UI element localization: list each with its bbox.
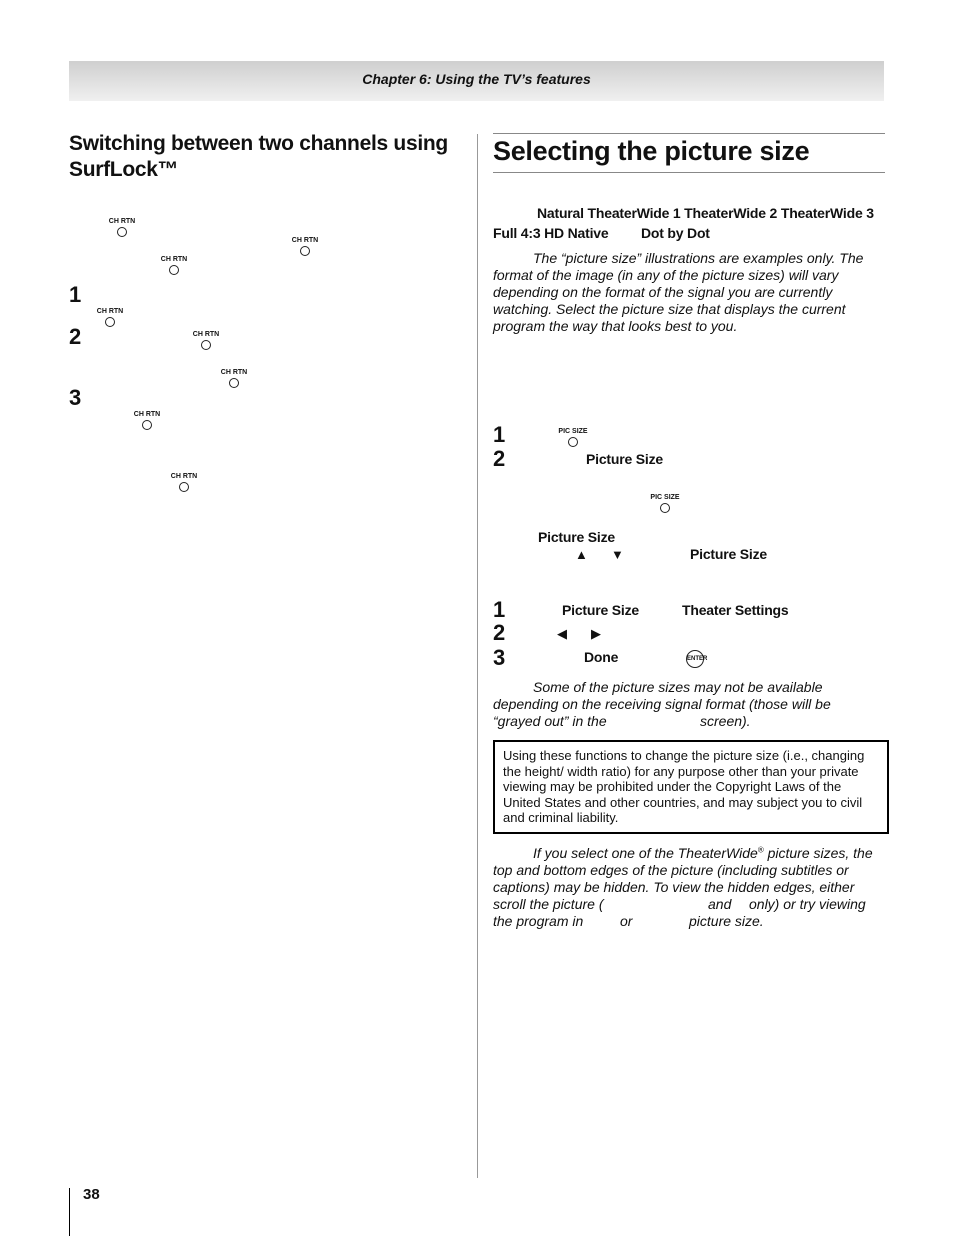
- picture-size-label: Picture Size: [562, 602, 639, 618]
- picture-size-list-line2a: Full 4:3 HD Native: [493, 225, 609, 241]
- ch-rtn-button-icon: CH RTN: [104, 218, 140, 237]
- title-rule-bottom: [493, 172, 885, 173]
- surflock-heading: Switching between two channels using SurfLock™: [69, 132, 448, 181]
- down-arrow-icon: ▼: [611, 547, 624, 562]
- note-line: and: [708, 896, 732, 912]
- column-divider: [477, 134, 478, 1178]
- title-rule-top: [493, 133, 885, 134]
- picture-size-heading: Selecting the picture size: [493, 136, 810, 166]
- chapter-header: [69, 61, 884, 101]
- picture-size-label: Picture Size: [538, 529, 615, 545]
- illustration-note: The “picture size” illustrations are examples only. The format of the image (in any of the picture sizes) will vary depending on the format of the signal you are currently watching. Select the picture size that displays the current program the way that looks best to you.: [493, 250, 864, 334]
- step-number: 1: [493, 597, 506, 622]
- picture-size-list-line2b: Dot by Dot: [641, 225, 710, 241]
- step-number: 3: [69, 385, 82, 410]
- note-line: or: [620, 913, 633, 929]
- right-arrow-icon: ▶: [591, 626, 601, 641]
- note-line: top and bottom edges of the picture (including subtitles or: [493, 862, 849, 878]
- chapter-title: Chapter 6: Using the TV’s features: [362, 71, 591, 87]
- ch-rtn-button-icon: CH RTN: [216, 369, 252, 388]
- note-line: depending on the receiving signal format (those will be: [493, 696, 831, 712]
- up-arrow-icon: ▲: [575, 547, 588, 562]
- ch-rtn-button-icon: CH RTN: [92, 308, 128, 327]
- step-number: 3: [493, 645, 506, 670]
- ch-rtn-button-icon: CH RTN: [156, 256, 192, 275]
- step-number: 2: [69, 324, 82, 349]
- note-line: scroll the picture (: [493, 896, 604, 912]
- step-number: 2: [493, 620, 506, 645]
- ch-rtn-button-icon: CH RTN: [287, 237, 323, 256]
- pic-size-button-icon: PIC SIZE: [555, 428, 591, 447]
- copyright-warning-box: Using these functions to change the picture size (i.e., changing the height/ width ratio) for any purpose other than your private viewing may be prohibited under the Copyright Laws of the United States and other countries, and may subject you to civil and criminal liability.: [493, 740, 889, 834]
- note-line: the program in: [493, 913, 584, 929]
- footer-rule: [69, 1188, 70, 1236]
- done-label: Done: [584, 649, 619, 665]
- note-line: If you select one of the TheaterWide® picture sizes, the: [533, 845, 873, 861]
- registered-mark: ®: [757, 845, 764, 855]
- picture-size-list-line1: Natural TheaterWide 1 TheaterWide 2 TheaterWide 3: [537, 205, 874, 221]
- note-line: “grayed out” in the: [493, 713, 607, 729]
- ch-rtn-button-icon: CH RTN: [166, 473, 202, 492]
- picture-size-label: Picture Size: [586, 451, 663, 467]
- ch-rtn-button-icon: CH RTN: [188, 331, 224, 350]
- note-line: Some of the picture sizes may not be available: [533, 679, 823, 695]
- step-number: 1: [493, 422, 506, 447]
- ch-rtn-button-icon: CH RTN: [129, 411, 165, 430]
- theater-settings-label: Theater Settings: [682, 602, 789, 618]
- left-arrow-icon: ◀: [557, 626, 567, 641]
- picture-size-label: Picture Size: [690, 546, 767, 562]
- step-number: 1: [69, 282, 82, 307]
- step-number: 2: [493, 446, 506, 471]
- note-line: captions) may be hidden. To view the hidden edges, either: [493, 879, 855, 895]
- pic-size-button-icon: PIC SIZE: [647, 494, 683, 513]
- note-line: only) or try viewing: [749, 896, 866, 912]
- enter-button-icon: ENTER: [686, 650, 704, 668]
- note-line: screen).: [700, 713, 751, 729]
- page-number: 38: [83, 1186, 100, 1203]
- note-line: picture size.: [689, 913, 764, 929]
